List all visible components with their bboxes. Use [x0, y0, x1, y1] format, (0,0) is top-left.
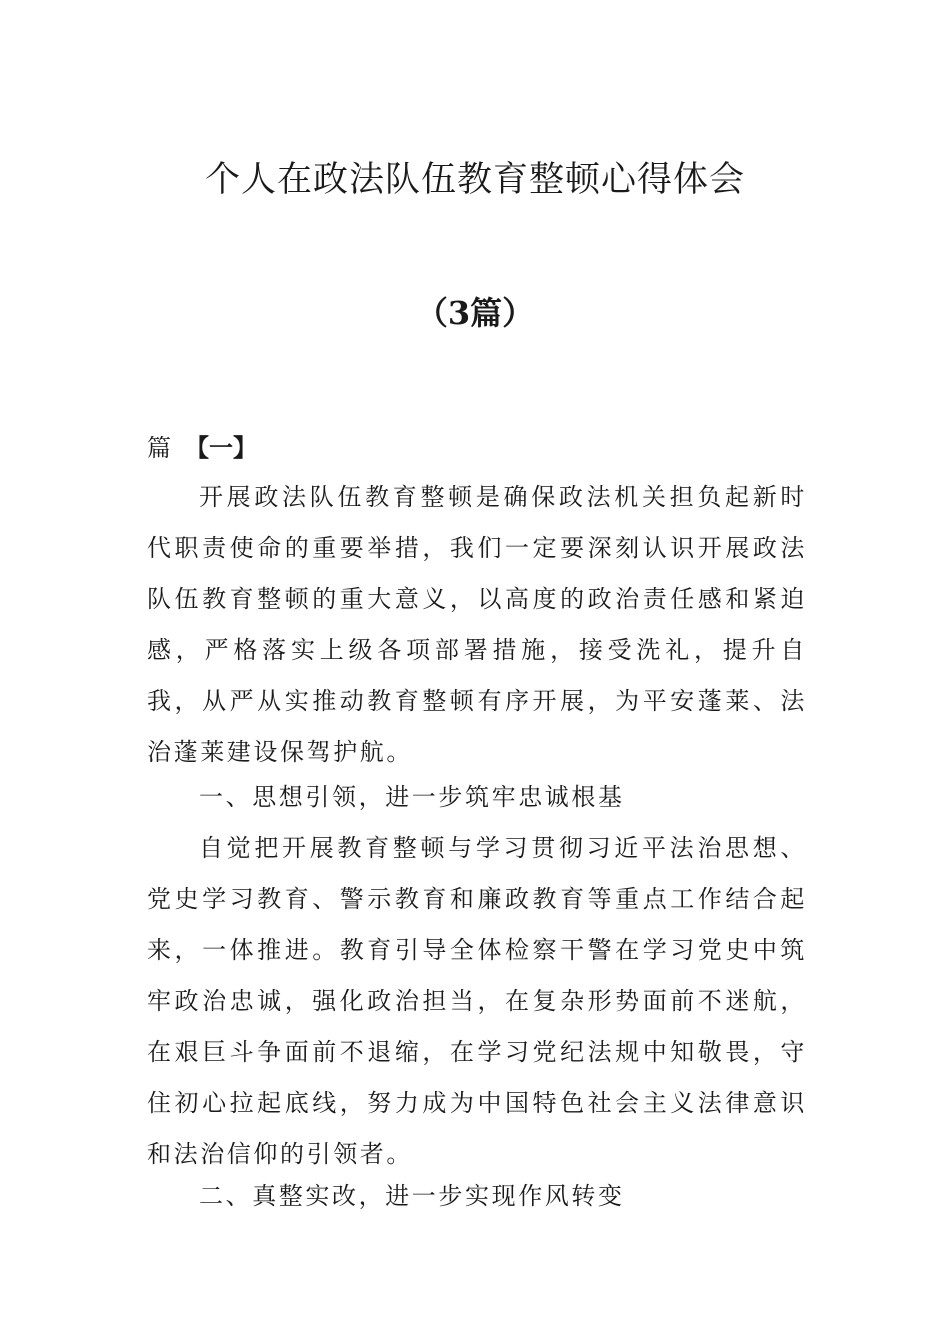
heading-two: 二、真整实改，进一步实现作风转变 — [199, 1182, 625, 1210]
section-label-text: 篇 — [147, 434, 171, 462]
section-number: 【一】 — [185, 433, 257, 462]
body-paragraph: 自觉把开展教育整顿与学习贯彻习近平法治思想、党史学习教育、警示教育和廉政教育等重点工作结合起来，一体推进。教育引导全体检察干警在学习党史中筑牢政治忠诚，强化政治担当，在复杂形势面前不迷航，在艰巨斗争面前不退缩，在学习党纪法规中知敬畏，守住初心拉起底线，努力成为中国特色社会主义法律意识和法治信仰的引领者。 — [147, 834, 807, 1168]
section-label — [147, 428, 257, 468]
document-subtitle: （3篇） — [415, 294, 535, 332]
intro-paragraph: 开展政法队伍教育整顿是确保政法机关担负起新时代职责使命的重要举措，我们一定要深刻认识开展政法队伍教育整顿的重大意义，以高度的政治责任感和紧迫感，严格落实上级各项部署措施，接受洗礼，提升自我，从严从实推动教育整顿有序开展，为平安蓬莱、法治蓬莱建设保驾护航。 — [147, 483, 807, 766]
heading-one: 一、思想引领，进一步筑牢忠诚根基 — [199, 783, 625, 811]
document-title: 个人在政法队伍教育整顿心得体会 — [204, 160, 745, 200]
